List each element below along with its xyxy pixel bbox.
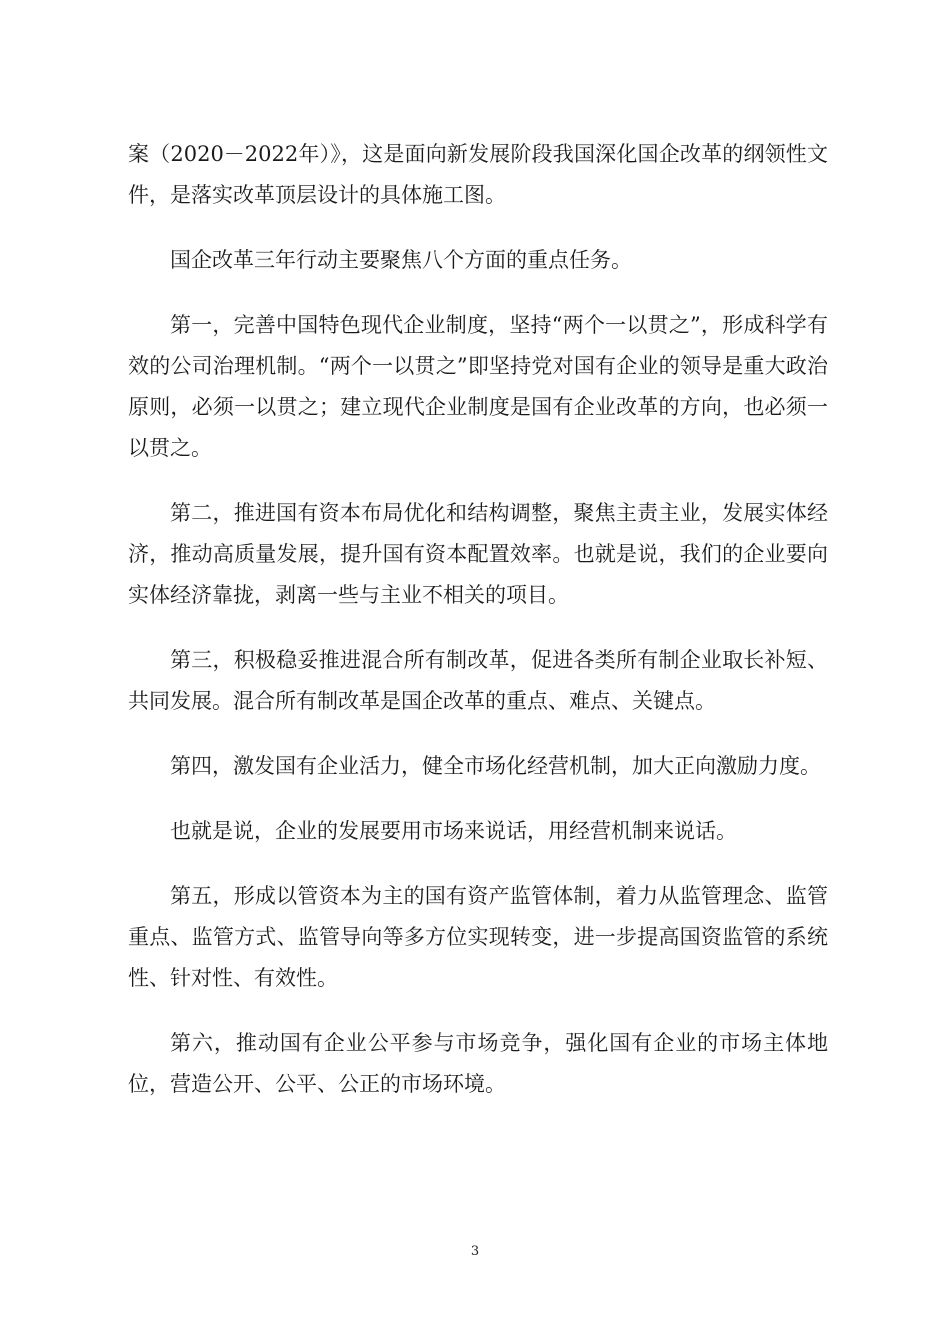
paragraph-task-4-note: 也就是说，企业的发展要用市场来说话，用经营机制来说话。 [170,819,737,843]
paragraph-continuation: 案（2020－2022年）》，这是面向新发展阶段我国深化国企改革的纲领性文件，是落实改革顶层设计的具体施工图。 [128,142,828,207]
paragraph-overview: 国企改革三年行动主要聚焦八个方面的重点任务。 [170,248,632,272]
page-number: 3 [470,1244,480,1259]
paragraph-task-5: 第五，形成以管资本为主的国有资产监管体制，着力从监管理念、监管重点、监管方式、监管导向等多方位实现转变，进一步提高国资监管的系统性、针对性、有效性。 [128,884,828,990]
paragraph-task-1: 第一，完善中国特色现代企业制度，坚持“两个一以贯之”，形成科学有效的公司治理机制。“两个一以贯之”即坚持党对国有企业的领导是重大政治原则，必须一以贯之；建立现代企业制度是国有企业改革的方向，也必须一以贯之。 [128,313,828,460]
paragraph-task-2: 第二，推进国有资本布局优化和结构调整，聚焦主责主业，发展实体经济，推动高质量发展，提升国有资本配置效率。也就是说，我们的企业要向实体经济靠拢，剥离一些与主业不相关的项目。 [128,501,828,607]
paragraph-task-3: 第三，积极稳妥推进混合所有制改革，促进各类所有制企业取长补短、共同发展。混合所有制改革是国企改革的重点、难点、关键点。 [128,648,828,713]
paragraph-task-6: 第六，推动国有企业公平参与市场竞争，强化国有企业的市场主体地位，营造公开、公平、公正的市场环境。 [128,1031,828,1096]
paragraph-task-4: 第四，激发国有企业活力，健全市场化经营机制，加大正向激励力度。 [170,754,821,778]
document-body [128,134,828,1129]
